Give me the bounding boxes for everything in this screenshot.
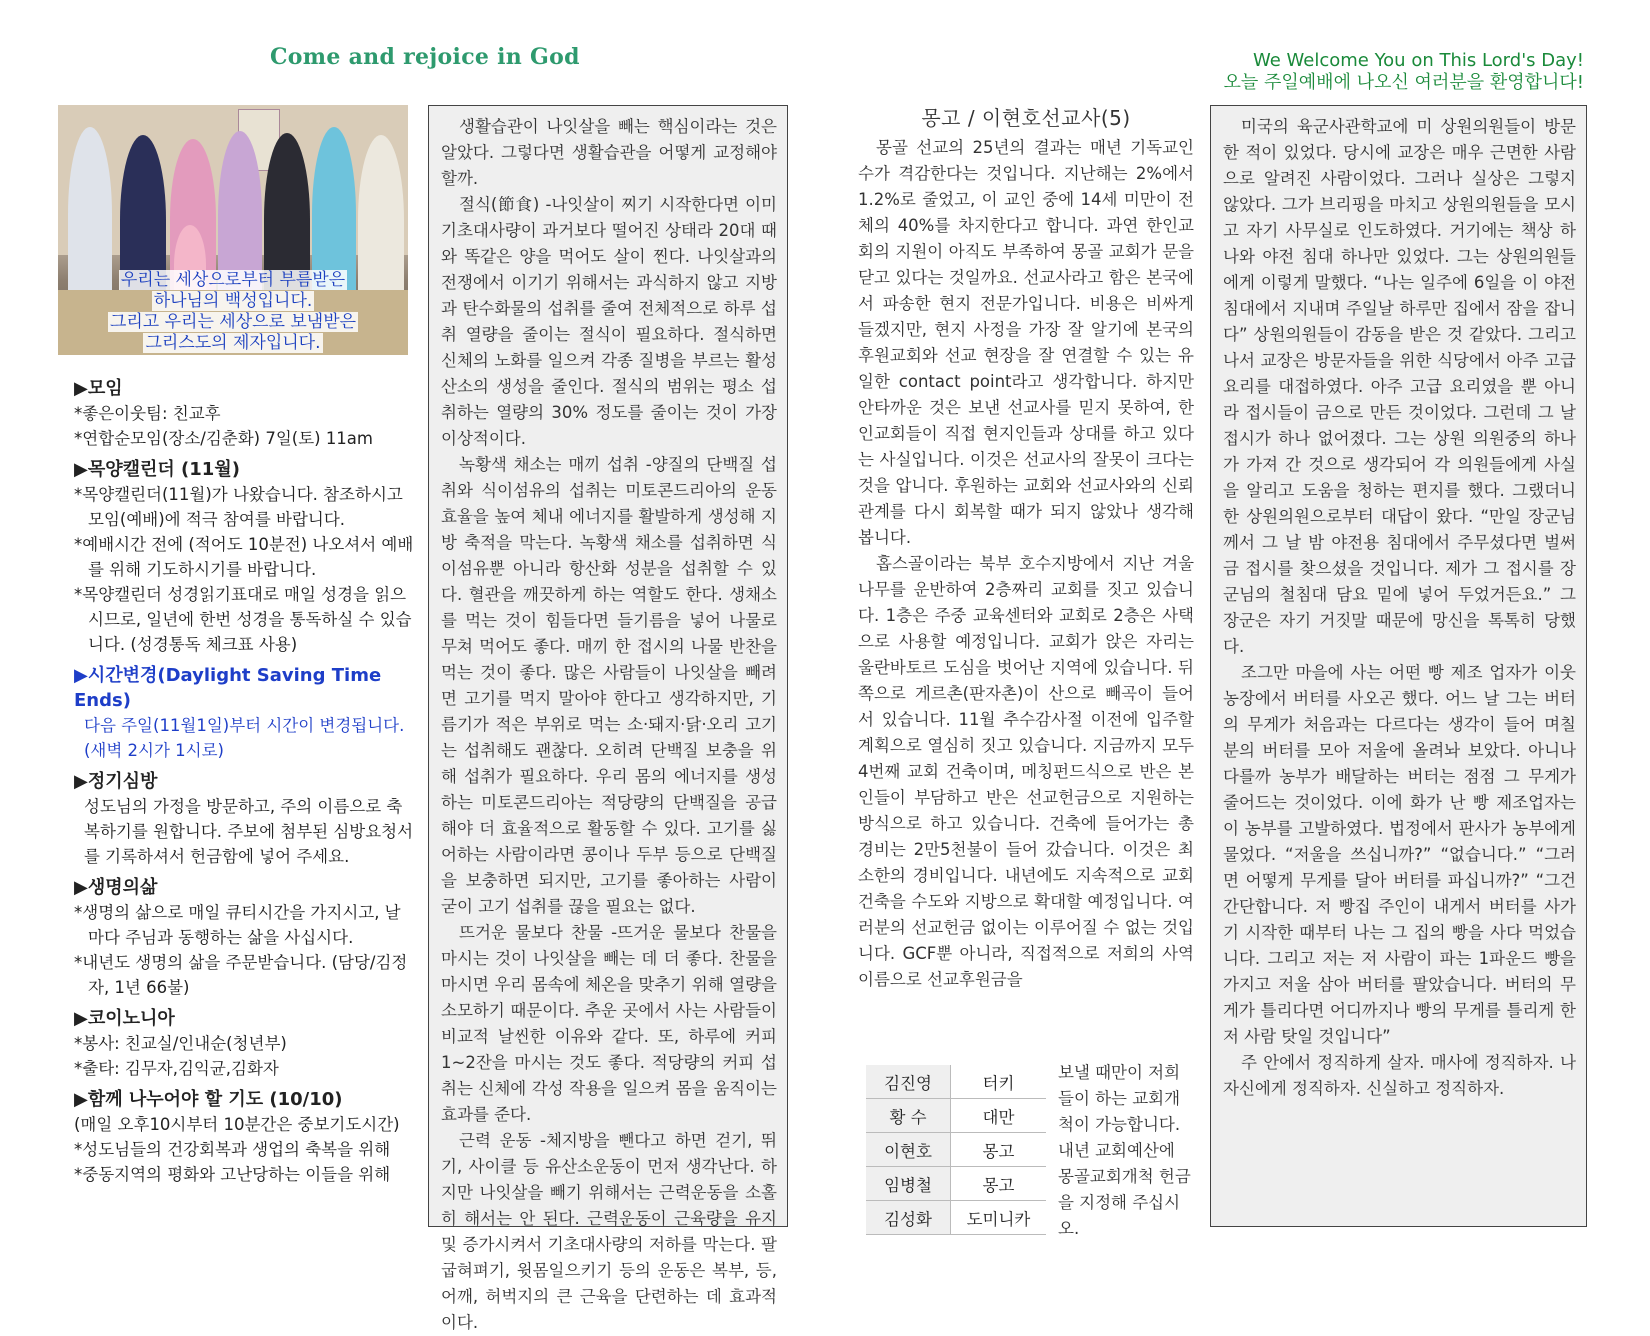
news-item: *봉사: 친교실/인내순(청년부) (74, 1034, 287, 1053)
caption-line-4: 그리스도의 제자입니다. (145, 333, 321, 353)
prayer-item: *중동지역의 평화와 고난당하는 이들을 위해 (74, 1165, 391, 1184)
news-item: *예배시간 전에 (적어도 10분전) 나오셔서 예배를 위해 기도하시기를 바랍니다. (74, 535, 414, 579)
article-paragraph: 절식(節食) -나잇살이 찌기 시작한다면 이미 기초대사량이 과거보다 떨어진 상태라 20대 때와 똑같은 양을 먹어도 살이 찐다. 나잇살과의 전쟁에서 이기기 위해서는 과식하지 않고 지방과 탄수화물의 섭취를 줄여 전체적으로 하루 섭취 열량을 줄이는 절식이 필요하다. 절식하면 신체의 노화를 일으켜 각종 질병을 부르는 활성산소의 생성을 줄인다. 절식의 범위는 평소 섭취하는 열량의 30% 정도를 줄이는 것이 가장 이상적이다. (441, 195, 777, 448)
article-paragraph: 녹황색 채소는 매끼 섭취 -양질의 단백질 섭취와 식이섬유의 섭취는 미토콘드리아의 운동 효율을 높여 체내 에너지를 활발하게 생성해 지방 축적을 막는다. 녹황색 채소를 섭취하면 식이섬유뿐 아니라 항산화 성분을 섭취할 수 있다. 혈관을 깨끗하게 하는 역할도 한다. 생채소를 먹는 것이 힘들다면 들기름을 넣어 나물로 무쳐 먹어도 좋다. 매끼 한 접시의 나물 반찬을 먹는 것이 좋다. 많은 사람들이 나잇살을 빼려면 고기를 먹지 말아야 한다고 생각하지만, 기름기가 적은 부위로 먹는 소·돼지·닭·오리 고기는 섭취해도 괜찮다. 오히려 단백질 보충을 위해 섭취가 필요하다. 우리 몸의 에너지를 생성하는 미토콘드리아는 적당량의 단백질을 공급해야 더 효율적으로 활동할 수 있다. 고기를 싫어하는 사람이라면 콩이나 두부 등으로 단백질을 보충하면 되지만, 고기를 좋아하는 사람이 굳이 고기 섭취를 끊을 필요는 없다. (441, 455, 777, 916)
church-news (74, 370, 414, 1187)
news-item: *목양캘린더(11월)가 나왔습니다. 참조하시고 모임(예배)에 적극 참여를 바랍니다. (74, 485, 403, 529)
mission-country: 대만 (951, 1099, 1047, 1133)
mission-country: 몽고 (951, 1133, 1047, 1167)
health-article-box (428, 105, 788, 1332)
section-heading: ▶함께 나누어야 할 기도 (10/10) (74, 1089, 343, 1110)
prayer-item: *성도님들의 건강회복과 생업의 축복을 위해 (74, 1140, 391, 1159)
news-item: *내년도 생명의 삶을 주문받습니다. (담당/김정자, 1년 66불) (74, 953, 408, 997)
news-item: *좋은이웃팀: 친교후 (74, 404, 221, 423)
article-paragraph: 생활습관이 나잇살을 빼는 핵심이라는 것은 알았다. 그렇다면 생활습관을 어떻게 교정해야 할까. (441, 117, 777, 188)
news-item: *생명의 삶으로 매일 큐티시간을 가지시고, 날마다 주님과 동행하는 삶을 사십시다. (74, 903, 401, 947)
mission-country: 터키 (951, 1065, 1047, 1099)
visit-notice: 성도님의 가정을 방문하고, 주의 이름으로 축복하기를 원합니다. 주보에 첨부된 심방요청서를 기록하셔서 헌금함에 넣어 주세요. (84, 797, 414, 866)
story-box (1210, 105, 1587, 1227)
mission-paragraph: 몽골 선교의 25년의 결과는 매년 기독교인 수가 격감한다는 것입니다. 지난해는 2%에서 1.2%로 줄었고, 이 교인 중에 14세 미만이 전체의 40%를 차지한다고 합니다. 과연 한인교회의 지원이 아직도 부족하여 몽골 교회가 문을 닫고 있다는 것일까요. 선교사라고 함은 본국에서 파송한 현지 전문가입니다. 비용은 비싸게 들겠지만, 현지 사정을 가장 잘 알기에 본국의 후원교회와 선교 현장을 잘 연결할 수 있는 유일한 contact point라고 생각합니다. 하지만 안타까운 것은 보낸 선교사를 믿지 못하여, 한인교회들이 직접 현지인들과 상대를 하고 있다는 사실입니다. 이것은 선교사의 잘못이 크다는 것을 압니다. 후원하는 교회와 선교사와의 신뢰 관계를 다시 회복할 때가 되지 않았나 생각해 봅니다. (858, 138, 1194, 547)
section-heading: ▶모임 (74, 378, 123, 399)
table-row (866, 1065, 1046, 1099)
story-paragraph: 조그만 마을에 사는 어떤 빵 제조 업자가 이웃 농장에서 버터를 사오곤 했다. 어느 날 그는 버터의 무게가 처음과는 다르다는 생각이 들어 며칠 분의 버터를 모아 저울에 올려놔 보았다. 아니나 다를까 농부가 배달하는 버터는 점점 그 무게가 줄어드는 것이었다. 이에 화가 난 빵 제조업자는 이 농부를 고발하였다. 법정에서 판사가 농부에게 물었다. “저울을 쓰십니까?” “없습니다.” “그러면 어떻게 무게를 달아 버터를 파십니까?” “그건 간단합니다. 저 빵집 주인이 내게서 버터를 사가기 시작한 때부터 나는 그 집의 빵을 사다 먹었습니다. 그리고 저는 저 사람이 파는 1파운드 빵을 가지고 저울 삼아 버터를 팔았습니다. 버터의 무게가 틀리다면 어디까지나 빵의 무게를 틀리게 한 저 사람 탓일 것입니다” (1223, 663, 1576, 1046)
caption-line-1: 우리는 세상으로부터 부름받은 (120, 270, 346, 290)
story-paragraph: 주 안에서 정직하게 살자. 매사에 정직하자. 나 자신에게 정직하자. 신실하고 정직하자. (1223, 1053, 1576, 1098)
welcome-header (1224, 50, 1584, 94)
caption-line-3: 그리고 우리는 세상으로 보냄받은 (109, 312, 357, 332)
table-row (866, 1201, 1046, 1235)
table-row (866, 1167, 1046, 1201)
mission-title: 몽고 / 이현호선교사(5) (921, 106, 1131, 130)
mission-country: 도미니카 (951, 1201, 1047, 1235)
section-heading: ▶코이노니아 (74, 1008, 175, 1029)
mission-appeal: 보낼 때만이 저희들이 하는 교회개척이 가능합니다. 내년 교회예산에 몽골교회개척 헌금을 지정해 주십시오. (1058, 1063, 1191, 1238)
mission-report (858, 105, 1194, 993)
section-heading-dst: ▶시간변경(Daylight Saving Time Ends) (74, 665, 382, 711)
welcome-korean: 오늘 주일예배에 나오신 여러분을 환영합니다! (1223, 72, 1584, 93)
news-item: *연합순모임(장소/김춘화) 7일(토) 11am (74, 429, 373, 448)
left-tagline: Come and rejoice in God (270, 44, 580, 70)
mission-paragraph: 홉스골이라는 북부 호수지방에서 지난 겨울 나무를 운반하여 2층짜리 교회를 짓고 있습니다. 1층은 주중 교육센터와 교회로 2층은 사택으로 사용할 예정입니다. 교회가 앉은 자리는 울란바토르 도심을 벗어난 지역에 있습니다. 뒤쪽으로 게르촌(판자촌)이 산으로 빼곡이 들어 서 있습니다. 11월 추수감사절 이전에 입주할 계획으로 열심히 짓고 있습니다. 지금까지 모두 4번째 교회 건축이며, 메칭펀드식으로 반은 본인들이 부담하고 반은 선교헌금으로 지원하는 방식으로 하고 있습니다. 건축에 들어가는 총 경비는 2만5천불이 들어 갔습니다. 이것은 최소한의 경비입니다. 내년에도 지속적으로 교회 건축을 수도와 지방으로 확대할 예정입니다. 여러분의 선교헌금 없이는 이루어질 수 없는 것입니다. GCF뿐 아니라, 직접적으로 저희의 사역 이름으로 선교후원금을 (858, 554, 1194, 989)
missionary-name: 김진영 (866, 1065, 951, 1099)
table-row (866, 1099, 1046, 1133)
article-paragraph: 뜨거운 물보다 찬물 -뜨거운 물보다 찬물을 마시는 것이 나잇살을 빼는 데 더 좋다. 찬물을 마시면 우리 몸속에 체온을 맞추기 위해 열량을 소모하기 때문이다. 추운 곳에서 사는 사람들이 비교적 날씬한 이유와 같다. 또, 하루에 커피 1~2잔을 마시는 것도 좋다. 적당량의 커피 섭취는 신체에 각성 작용을 일으켜 몸을 움직이는 효과를 준다. (441, 923, 777, 1124)
table-row (866, 1133, 1046, 1167)
missionary-name: 김성화 (866, 1201, 951, 1235)
missionary-table (866, 1065, 1046, 1235)
story-paragraph: 미국의 육군사관학교에 미 상원의원들이 방문한 적이 있었다. 당시에 교장은 매우 근면한 사람으로 알려진 사람이었다. 그러나 실상은 그렇지 않았다. 그가 브리핑을 마치고 상원의원들을 모시고 자기 사무실로 인도하였다. 거기에는 책상 하나와 야전 침대 하나만 있었다. 그는 상원의원들에게 이렇게 말했다. “나는 일주에 6일을 이 야전 침대에서 지내며 주일날 하루만 집에서 잠을 잡니다” 상원의원들이 감동을 받은 것 같았다. 그리고 나서 교장은 방문자들을 위한 식당에서 아주 고급 요리를 대접하였다. 아주 고급 요리였을 뿐 아니라 접시들이 금으로 만든 것이었다. 그런데 그 날 접시가 하나 없어졌다. 그는 상원 의원중의 하나가 가져 간 것으로 생각되어 각 의원들에게 사실을 알리고 도움을 청하는 편지를 했다. 그랬더니 한 상원의원으로부터 대답이 왔다. “만일 장군님께서 그 날 밤 야전용 침대에서 주무셨다면 벌써 금 접시를 찾으셨을 것입니다. 제가 그 접시를 장군님의 철침대 담요 밑에 넣어 두었거든요.” 그 장군은 자기 거짓말 때문에 망신을 톡톡히 당했다. (1223, 117, 1576, 656)
section-heading: ▶정기심방 (74, 771, 158, 792)
article-paragraph: 근력 운동 -체지방을 뺀다고 하면 걷기, 뛰기, 사이클 등 유산소운동이 먼저 생각난다. 하지만 나잇살을 빼기 위해서는 근력운동을 소홀히 해서는 안 된다. 근력운동이 근육량을 유지 및 증가시켜서 기초대사량의 저하를 막는다. 팔굽혀펴기, 윗몸일으키기 등의 운동은 복부, 등, 어깨, 허벅지의 큰 근육을 단련하는 데 효과적이다. (441, 1131, 777, 1332)
news-item: *목양캘린더 성경읽기표대로 매일 성경을 읽으시므로, 일년에 한번 성경을 통독하실 수 있습니다. (성경통독 체크표 사용) (74, 585, 412, 654)
prayer-time-note: (매일 오후10시부터 10분간은 중보기도시간) (74, 1115, 400, 1134)
missionary-name: 임병철 (866, 1167, 951, 1201)
welcome-english: We Welcome You on This Lord's Day! (1252, 50, 1584, 71)
missionary-name: 황 수 (866, 1099, 951, 1133)
missionary-name: 이현호 (866, 1133, 951, 1167)
mission-country: 몽고 (951, 1167, 1047, 1201)
photo-caption (58, 270, 408, 354)
caption-line-2: 하나님의 백성입니다. (153, 291, 313, 311)
news-item: *출타: 김무자,김익균,김화자 (74, 1059, 279, 1078)
section-heading: ▶생명의삶 (74, 877, 158, 898)
dst-notice: 다음 주일(11월1일)부터 시간이 변경됩니다. (새벽 2시가 1시로) (84, 716, 405, 760)
section-heading: ▶목양캘린더 (11월) (74, 459, 240, 480)
